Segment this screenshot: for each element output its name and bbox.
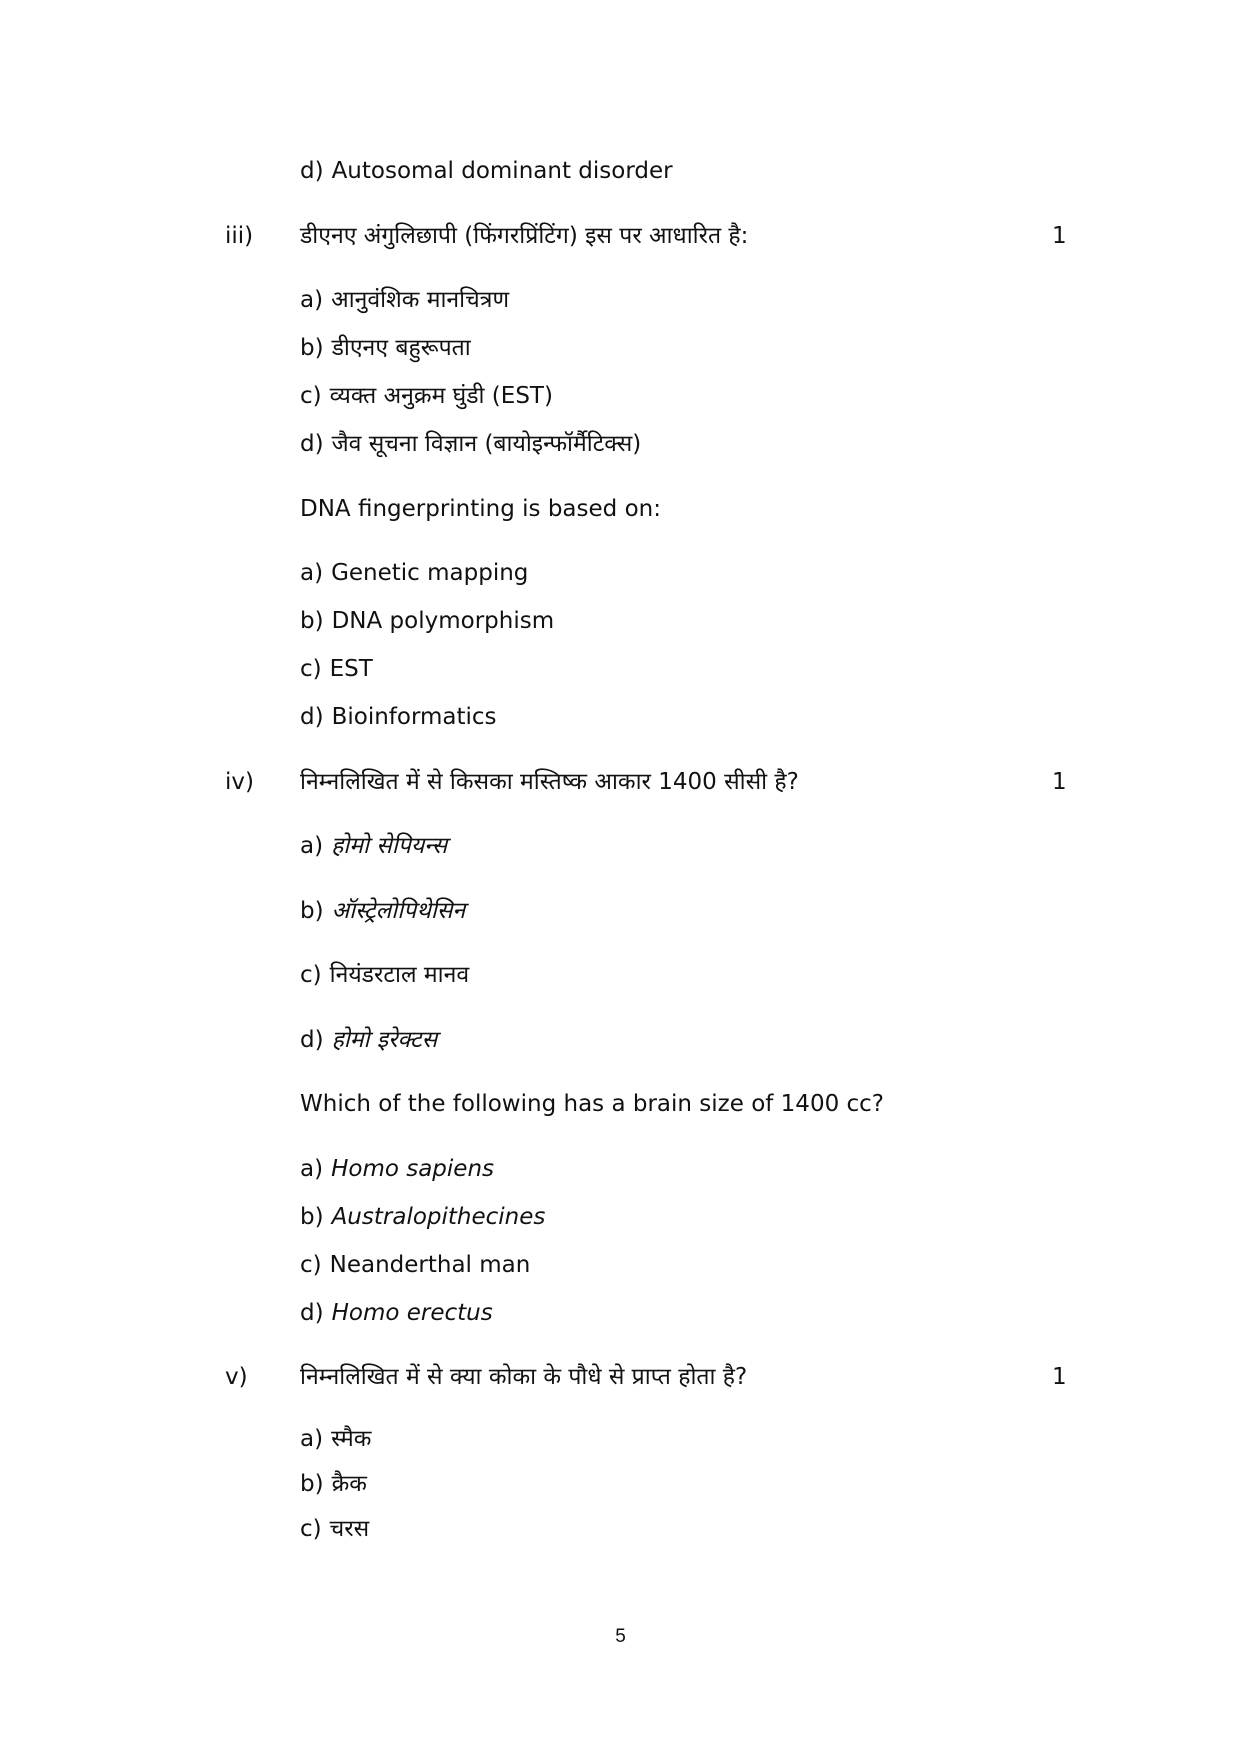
option-text: चरस [329,1516,370,1542]
question-marks: 1 [1052,223,1067,249]
option-line [300,1202,545,1232]
option-line [300,156,673,186]
option-text: जैव सूचना विज्ञान (बायोइन्फॉर्मैटिक्स) [331,431,642,457]
question-text-hindi: निम्नलिखित में से क्या कोका के पौधे से प्राप्त होता है? [300,1364,748,1390]
page-number: 5 [615,1626,626,1647]
option-letter: d) [300,431,324,457]
option-letter: b) [300,1204,324,1230]
option-text: Bioinformatics [331,704,497,730]
option-text: व्यक्त अनुक्रम घुंडी (EST) [329,383,553,409]
option-text: Neanderthal man [329,1252,531,1278]
option-letter: a) [300,1426,324,1452]
option-text: Homo sapiens [331,1156,495,1182]
option-letter: c) [300,383,322,409]
option-text: होमो सेपियन्स [331,833,448,859]
question-number: iii) [225,223,254,249]
option-line [300,831,447,861]
option-letter: c) [300,656,322,682]
option-line [300,1514,369,1544]
option-text: आनुवंशिक मानचित्रण [331,287,510,313]
option-text: Homo erectus [331,1300,493,1326]
option-line [300,654,373,684]
option-letter: a) [300,833,324,859]
option-letter: c) [300,1252,322,1278]
option-letter: a) [300,560,324,586]
option-line [300,702,497,732]
question-text-hindi: डीएनए अंगुलिछापी (फिंगरप्रिंटिंग) इस पर आधारित है: [300,223,749,249]
option-text: Genetic mapping [331,560,529,586]
question-marks: 1 [1052,1364,1067,1390]
option-letter: b) [300,1471,324,1497]
option-letter: b) [300,335,324,361]
option-text: क्रैक [331,1471,367,1497]
option-text: DNA polymorphism [331,608,555,634]
option-line [300,558,528,588]
option-line [300,333,471,363]
option-letter: d) [300,158,324,184]
option-text: Australopithecines [331,1204,546,1230]
option-letter: c) [300,962,322,988]
option-line [300,1154,494,1184]
option-text: EST [329,656,373,682]
option-line [300,1298,493,1328]
option-letter: d) [300,1300,324,1326]
option-line [300,960,469,990]
question-text-english: DNA fingerprinting is based on: [300,496,661,522]
option-line [300,1469,367,1499]
option-line [300,606,554,636]
option-line [300,285,509,315]
option-letter: b) [300,898,324,924]
option-line [300,896,465,926]
option-line [300,1424,371,1454]
question-text-english: Which of the following has a brain size of 1400 cc? [300,1091,885,1117]
question-marks: 1 [1052,769,1067,795]
option-text: नियंडरटाल मानव [329,962,470,988]
option-letter: d) [300,704,324,730]
option-line [300,1025,437,1055]
option-text: होमो इरेक्टस [331,1027,438,1053]
option-letter: d) [300,1027,324,1053]
option-line [300,429,641,459]
question-text-hindi: निम्नलिखित में से किसका मस्तिष्क आकार 1400 सीसी है? [300,769,799,795]
option-line [300,1250,530,1280]
option-letter: a) [300,1156,324,1182]
option-text: डीएनए बहुरूपता [331,335,471,361]
question-number: iv) [225,769,254,795]
option-text: स्मैक [331,1426,372,1452]
option-letter: b) [300,608,324,634]
option-letter: a) [300,287,324,313]
option-letter: c) [300,1516,322,1542]
option-text: Autosomal dominant disorder [331,158,673,184]
option-text: ऑस्ट्रेलोपिथेसिन [331,898,466,924]
question-number: v) [225,1364,248,1390]
option-line [300,381,553,411]
